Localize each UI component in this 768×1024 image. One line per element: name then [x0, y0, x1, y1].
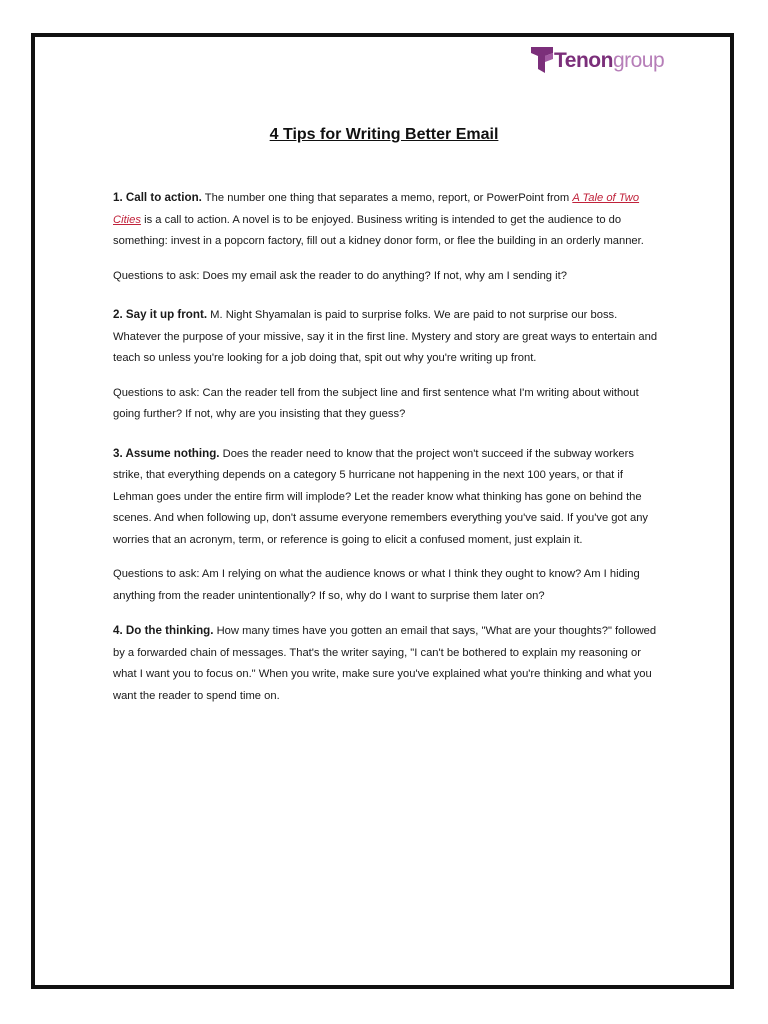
logo-wordmark — [554, 50, 664, 71]
document-title: 4 Tips for Writing Better Email — [269, 126, 499, 143]
tip-2-paragraph — [113, 304, 658, 370]
tip-4-text: How many times have you gotten an email that says, "What are your thoughts?" followed by a forwarded chain of messages. That's the writer saying, "I can't be bothered to explain my reasoning or what I want you to focus on." When you write, make sure you've explained what you're thinking and what you want the reader to spend time on. — [113, 625, 657, 702]
tip-4-heading: 4. Do the thinking. — [113, 624, 214, 637]
tip-1-paragraph — [113, 187, 658, 253]
tip-1-text-after-link: is a call to action. A novel is to be enjoyed. Business writing is intended to get the audience to do something: invest in a popcorn factory, fill out a kidney donor form, or flee the building in an orderly manner. — [113, 213, 644, 247]
document-body — [113, 187, 658, 707]
company-logo — [531, 44, 664, 76]
tip-2-text: M. Night Shyamalan is paid to surprise folks. We are paid to not surprise our boss. Whatever the purpose of your missive, say it in the first line. Mystery and story are great ways to entertain and teach so unless you're looking for a job doing that, spit out why you're writing up front. — [113, 309, 658, 364]
tip-3-heading: 3. Assume nothing. — [113, 446, 220, 460]
tip-1-heading: 1. Call to action. — [113, 191, 202, 204]
tip-1-questions: Questions to ask: Does my email ask the reader to do anything? If not, why am I sending it? — [113, 269, 567, 282]
tip-2-questions: Questions to ask: Can the reader tell from the subject line and first sentence what I'm writing about without going further? If not, why are you insisting that they guess? — [113, 386, 639, 420]
tip-3-paragraph — [113, 443, 658, 552]
tip-3-text: Does the reader need to know that the project won't succeed if the subway workers strike, that everything depends on a category 5 hurricane not happening in the next 100 years, or that if Lehman goes under the entire firm will implode? Let the reader know what thinking has gone on behind the scenes. And when following up, don't assume everyone remembers everything you've said. If you've got any worries that an acronym, term, or reference is going to elicit a confused moment, just explain it. — [113, 447, 649, 546]
logo-word-tenon: Tenon — [554, 48, 613, 72]
tip-4-paragraph — [113, 620, 658, 707]
tip-3-questions: Questions to ask: Am I relying on what the audience knows or what I think they ought to know? Am I hiding anything from the reader unintentionally? If so, why do I want to surprise them later on? — [113, 568, 640, 602]
tale-of-two-cities-link[interactable]: A Tale of Two Cities — [113, 192, 640, 226]
logo-word-group: group — [612, 48, 665, 72]
tenon-logo-icon — [531, 47, 553, 73]
tip-1-text-before-link: The number one thing that separates a memo, report, or PowerPoint from — [201, 192, 573, 204]
tip-2-heading: 2. Say it up front. — [113, 308, 208, 321]
